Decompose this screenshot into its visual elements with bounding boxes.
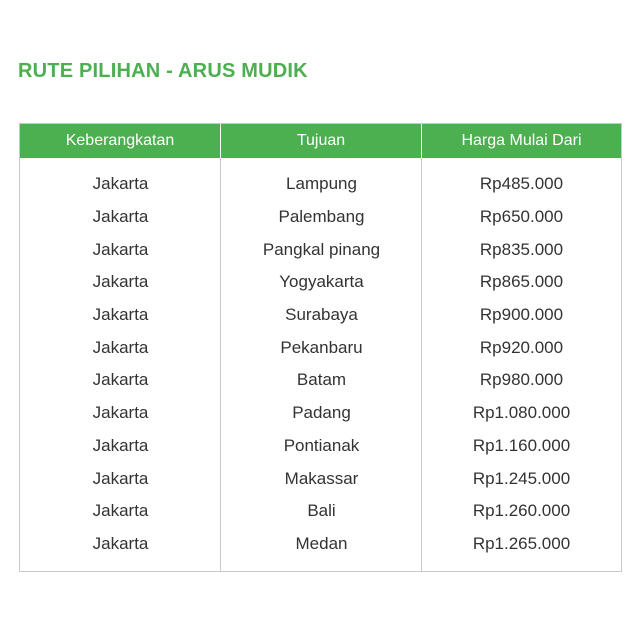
- header-harga: Harga Mulai Dari: [461, 132, 582, 149]
- table-row: [20, 201, 621, 234]
- price-cell: Rp1.265.000: [472, 533, 571, 553]
- header-keberangkatan: Keberangkatan: [20, 124, 221, 158]
- destination-cell: Surabaya: [285, 305, 358, 325]
- departure-cell: Jakarta: [92, 305, 149, 325]
- page-title: RUTE PILIHAN - ARUS MUDIK: [18, 60, 308, 82]
- price-cell: Rp900.000: [479, 305, 564, 325]
- price-cell: Rp1.160.000: [472, 435, 571, 455]
- table-header: [20, 124, 621, 158]
- column-divider: [421, 158, 422, 571]
- destination-cell: Pangkal pinang: [262, 239, 381, 259]
- table-row: [20, 233, 621, 266]
- destination-cell: Bali: [307, 501, 336, 521]
- departure-cell: Jakarta: [92, 501, 149, 521]
- table-body: [20, 158, 621, 560]
- departure-cell: Jakarta: [92, 239, 149, 259]
- destination-cell: Pontianak: [283, 435, 360, 455]
- departure-cell: Jakarta: [92, 370, 149, 390]
- departure-cell: Jakarta: [92, 468, 149, 488]
- destination-cell: Palembang: [278, 207, 365, 227]
- table-row: [20, 266, 621, 299]
- departure-cell: Jakarta: [92, 337, 149, 357]
- table-row: [20, 495, 621, 528]
- price-cell: Rp650.000: [479, 207, 564, 227]
- price-cell: Rp865.000: [479, 272, 564, 292]
- destination-cell: Padang: [292, 403, 351, 423]
- departure-cell: Jakarta: [92, 207, 149, 227]
- table-row: [20, 299, 621, 332]
- table-row: [20, 331, 621, 364]
- price-cell: Rp1.245.000: [472, 468, 571, 488]
- route-table: [19, 123, 622, 572]
- price-cell: Rp1.260.000: [472, 501, 571, 521]
- price-cell: Rp920.000: [479, 337, 564, 357]
- table-row: [20, 397, 621, 430]
- price-cell: Rp1.080.000: [472, 403, 571, 423]
- table-row: [20, 528, 621, 561]
- header-tujuan: Tujuan: [221, 124, 422, 158]
- destination-cell: Lampung: [286, 174, 357, 194]
- table-row: [20, 430, 621, 463]
- departure-cell: Jakarta: [92, 403, 149, 423]
- table-row: [20, 364, 621, 397]
- departure-cell: Jakarta: [92, 435, 149, 455]
- price-cell: Rp485.000: [479, 174, 564, 194]
- departure-cell: Jakarta: [92, 272, 149, 292]
- departure-cell: Jakarta: [92, 533, 149, 553]
- price-cell: Rp835.000: [479, 239, 564, 259]
- destination-cell: Batam: [296, 370, 347, 390]
- table-row: [20, 168, 621, 201]
- destination-cell: Pekanbaru: [280, 337, 363, 357]
- departure-cell: Jakarta: [92, 174, 149, 194]
- price-cell: Rp980.000: [479, 370, 564, 390]
- destination-cell: Medan: [295, 533, 348, 553]
- destination-cell: Yogyakarta: [279, 272, 364, 292]
- table-row: [20, 462, 621, 495]
- column-divider: [220, 158, 221, 571]
- destination-cell: Makassar: [284, 468, 359, 488]
